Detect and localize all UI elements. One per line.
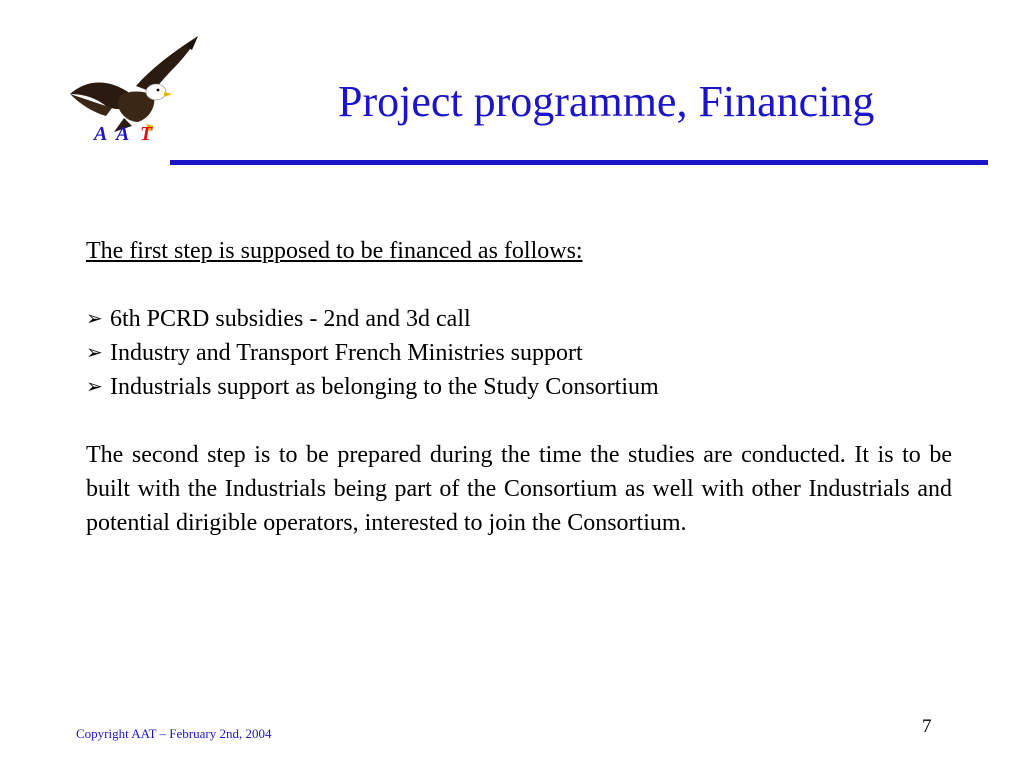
bullet-item <box>86 336 952 370</box>
bullet-item <box>86 370 952 404</box>
second-step-paragraph: The second step is to be prepared during the time the studies are conducted. It is to be built with the Industrials being part of the Consortium as well with other Industrials and potential dirigible operators, interested to join the Consortium. <box>86 442 952 536</box>
bullet-text: 6th PCRD subsidies - 2nd and 3d call <box>110 306 471 332</box>
copyright-notice: Copyright AAT – February 2nd, 2004 <box>76 726 272 741</box>
intro-heading: The first step is supposed to be financed as follows: <box>86 238 583 264</box>
svg-text:T: T <box>140 123 153 145</box>
title-underline-divider <box>170 160 988 165</box>
bullet-text: Industry and Transport French Ministries support <box>110 340 583 366</box>
financing-bullet-list <box>86 302 952 404</box>
page-number: 7 <box>922 716 932 737</box>
spacer <box>86 268 952 302</box>
bullet-item <box>86 302 952 336</box>
aat-logo <box>66 34 202 146</box>
slide-body <box>86 234 952 540</box>
svg-text:A: A <box>116 123 130 145</box>
bullet-text: Industrials support as belonging to the Study Consortium <box>110 374 659 400</box>
eagle-icon <box>66 34 202 146</box>
spacer <box>86 404 952 438</box>
slide-title: Project programme, Financing <box>338 77 875 126</box>
svg-text:A: A <box>94 123 108 145</box>
arrow-bullet-icon: ➢ <box>86 376 103 398</box>
arrow-bullet-icon: ➢ <box>86 308 103 330</box>
arrow-bullet-icon: ➢ <box>86 342 103 364</box>
